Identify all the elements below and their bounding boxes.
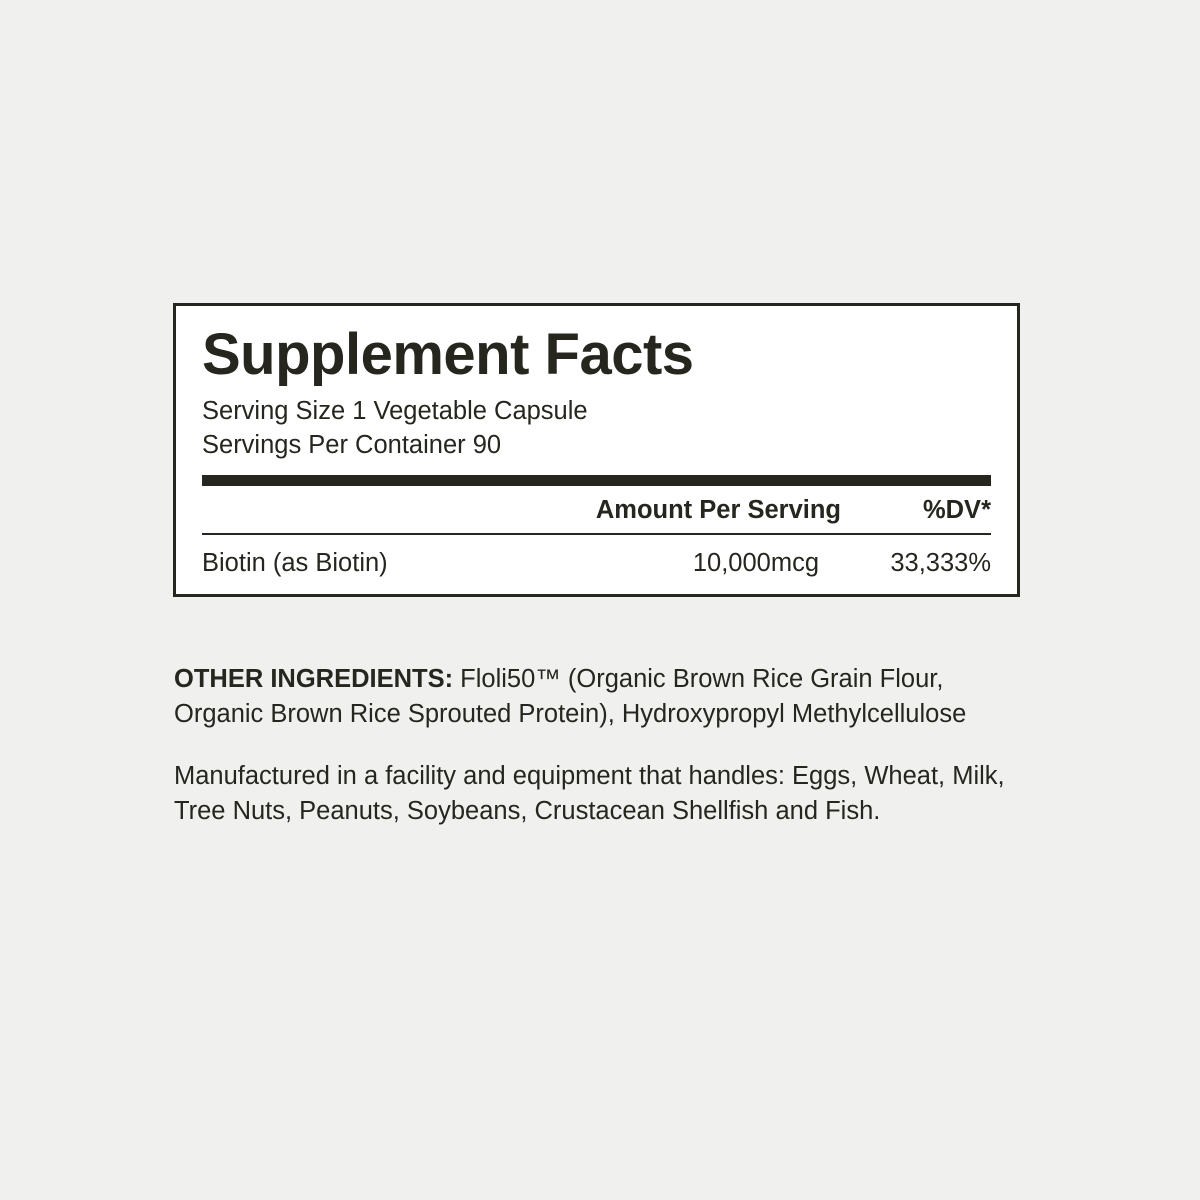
thick-divider <box>202 475 991 486</box>
nutrient-name: Biotin (as Biotin) <box>202 548 388 577</box>
column-header-amount: Amount Per Serving <box>595 495 841 524</box>
supplement-facts-panel <box>173 303 1020 597</box>
label-footnotes <box>174 662 1034 829</box>
serving-size-line: Serving Size 1 Vegetable Capsule <box>202 397 588 426</box>
nutrient-daily-value: 33,333% <box>890 548 991 577</box>
table-row <box>202 535 991 584</box>
other-ingredients-text: Floli50™ (Organic Brown Rice Grain Flour, Organic Brown Rice Sprouted Protein), Hydroxypropyl Methylcellulose <box>174 665 967 728</box>
panel-title: Supplement Facts <box>202 322 694 387</box>
other-ingredients-paragraph <box>174 662 1019 731</box>
servings-per-container-line: Servings Per Container 90 <box>202 431 502 460</box>
other-ingredients-label: OTHER INGREDIENTS: <box>174 665 454 693</box>
nutrient-amount: 10,000mcg <box>692 548 819 577</box>
allergen-statement: Manufactured in a facility and equipment that handles: Eggs, Wheat, Milk, Tree Nuts, Peanuts, Soybeans, Crustacean Shellfish and Fish. <box>174 762 1005 826</box>
column-header-row <box>202 486 991 533</box>
column-header-dv: %DV* <box>922 495 991 524</box>
